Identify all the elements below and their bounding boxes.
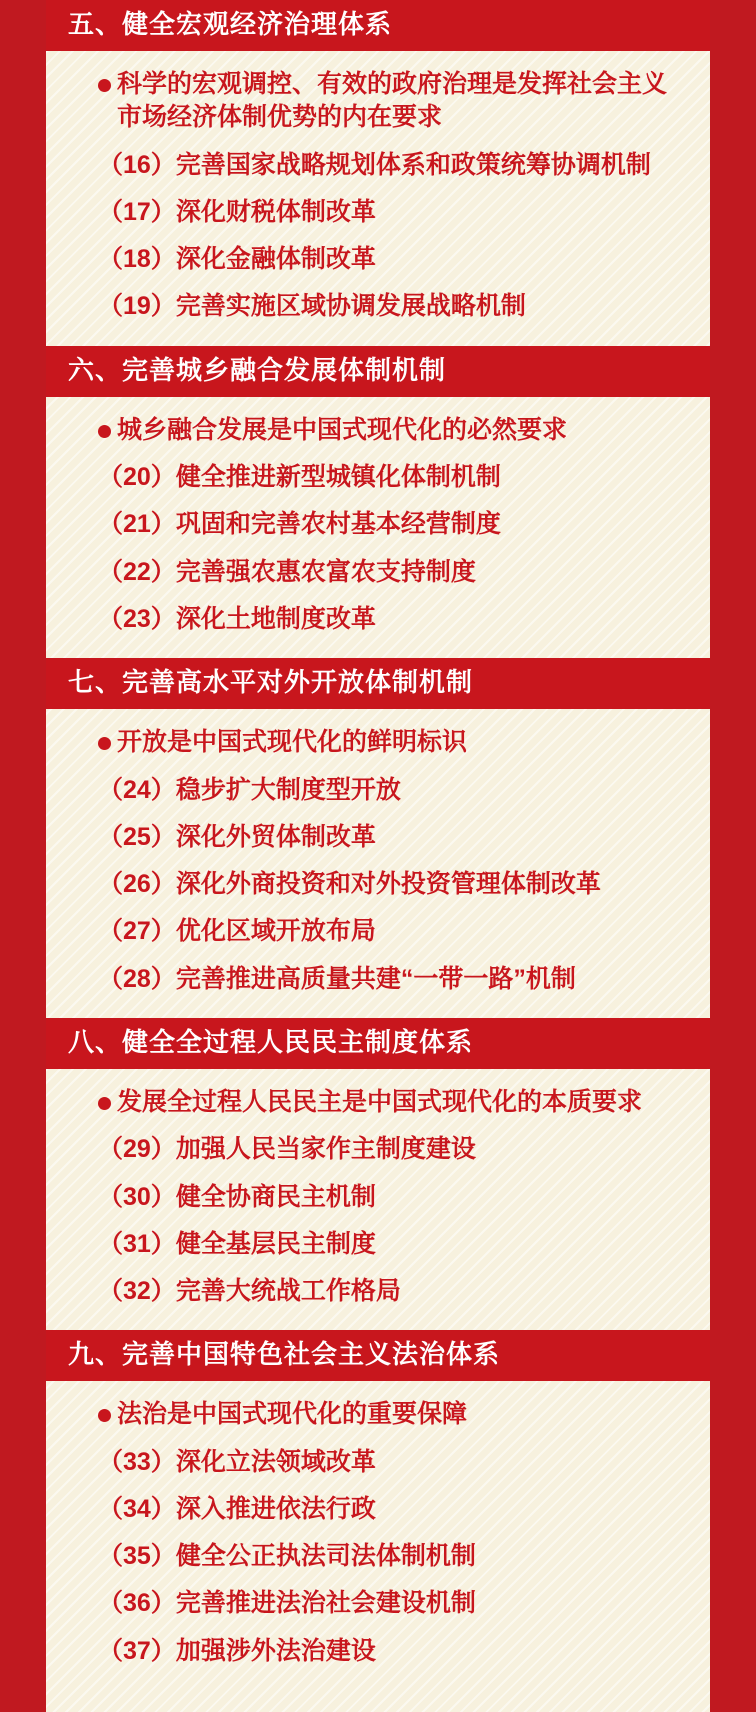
section-bullet — [72, 1398, 684, 1431]
bullet-text: 发展全过程人民民主是中国式现代化的本质要求 — [117, 1088, 643, 1116]
section-heading: 八、健全全过程人民民主制度体系 — [46, 1018, 710, 1069]
section-block — [46, 346, 710, 656]
item-label: 深化外贸体制改革 — [175, 822, 376, 851]
item-number: （21） — [98, 510, 176, 539]
list-item — [72, 1540, 684, 1573]
item-label: 完善强农惠农富农支持制度 — [175, 557, 476, 586]
list-item — [72, 1446, 684, 1479]
item-number: （33） — [98, 1447, 176, 1476]
bullet-dot-icon — [98, 737, 111, 750]
section-block — [46, 0, 710, 344]
item-label: 深化金融体制改革 — [175, 245, 376, 274]
list-item — [72, 603, 684, 636]
section-body — [46, 51, 710, 344]
item-label: 深化土地制度改革 — [175, 604, 376, 633]
list-item — [72, 1181, 684, 1214]
item-label: 加强涉外法治建设 — [175, 1636, 376, 1665]
item-number: （20） — [98, 463, 176, 492]
item-number: （29） — [98, 1135, 176, 1164]
item-number: （31） — [98, 1229, 176, 1258]
item-label: 完善实施区域协调发展战略机制 — [175, 292, 526, 321]
item-number: （17） — [98, 197, 176, 226]
section-body — [46, 1069, 710, 1328]
section-bullet — [72, 68, 684, 135]
list-item — [72, 868, 684, 901]
section-body — [46, 397, 710, 656]
item-label: 巩固和完善农村基本经营制度 — [175, 510, 501, 539]
bullet-dot-icon — [98, 1409, 111, 1422]
section-bullet — [72, 1086, 684, 1119]
poster-paper — [46, 0, 710, 1712]
section-body — [46, 709, 710, 1016]
list-item — [72, 556, 684, 589]
list-item — [72, 243, 684, 276]
item-number: （22） — [98, 557, 176, 586]
list-item — [72, 149, 684, 182]
bullet-text: 城乡融合发展是中国式现代化的必然要求 — [117, 415, 568, 444]
list-item — [72, 963, 684, 996]
item-label: 完善大统战工作格局 — [175, 1277, 401, 1305]
item-number: （24） — [98, 775, 176, 804]
item-label: 优化区域开放布局 — [175, 917, 376, 946]
list-item — [72, 461, 684, 494]
section-heading: 五、健全宏观经济治理体系 — [46, 0, 710, 51]
item-label: 深化财税体制改革 — [175, 197, 376, 226]
list-item — [72, 821, 684, 854]
item-label: 加强人民当家作主制度建设 — [175, 1135, 476, 1164]
list-item — [72, 1133, 684, 1166]
list-item — [72, 196, 684, 229]
item-number: （27） — [98, 917, 176, 946]
item-label: 深入推进依法行政 — [175, 1494, 376, 1523]
item-number: （32） — [98, 1277, 176, 1305]
item-number: （35） — [98, 1542, 176, 1571]
item-number: （19） — [98, 292, 176, 321]
section-bullet — [72, 414, 684, 447]
item-label: 完善推进高质量共建“一带一路”机制 — [175, 964, 576, 993]
bullet-dot-icon — [98, 79, 111, 92]
item-number: （25） — [98, 822, 176, 851]
section-bullet — [72, 726, 684, 759]
list-item — [72, 915, 684, 948]
list-item — [72, 774, 684, 807]
item-label: 稳步扩大制度型开放 — [175, 775, 401, 804]
item-number: （34） — [98, 1494, 176, 1523]
item-number: （16） — [98, 150, 176, 179]
list-item — [72, 1635, 684, 1668]
list-item — [72, 1228, 684, 1261]
section-block — [46, 1330, 710, 1688]
item-number: （37） — [98, 1636, 176, 1665]
item-label: 深化外商投资和对外投资管理体制改革 — [175, 870, 601, 899]
list-item — [72, 290, 684, 323]
item-label: 深化立法领域改革 — [175, 1447, 376, 1476]
section-block — [46, 1018, 710, 1328]
list-item — [72, 1275, 684, 1308]
item-label: 健全公正执法司法体制机制 — [175, 1542, 476, 1571]
item-label: 健全基层民主制度 — [175, 1229, 376, 1258]
item-label: 完善推进法治社会建设机制 — [175, 1589, 476, 1618]
section-list — [46, 0, 710, 1688]
section-block — [46, 658, 710, 1016]
section-body — [46, 1381, 710, 1688]
item-number: （36） — [98, 1589, 176, 1618]
bullet-text: 开放是中国式现代化的鲜明标识 — [117, 728, 468, 757]
item-label: 完善国家战略规划体系和政策统筹协调机制 — [175, 150, 651, 179]
bullet-text: 科学的宏观调控、有效的政府治理是发挥社会主义市场经济体制优势的内在要求 — [117, 70, 668, 132]
item-label: 健全推进新型城镇化体制机制 — [175, 463, 501, 492]
section-heading: 七、完善高水平对外开放体制机制 — [46, 658, 710, 709]
item-number: （30） — [98, 1182, 176, 1211]
bullet-text: 法治是中国式现代化的重要保障 — [117, 1400, 468, 1429]
bullet-dot-icon — [98, 425, 111, 438]
item-number: （26） — [98, 870, 176, 899]
item-label: 健全协商民主机制 — [175, 1182, 376, 1211]
list-item — [72, 1493, 684, 1526]
item-number: （23） — [98, 604, 176, 633]
item-number: （18） — [98, 245, 176, 274]
list-item — [72, 1587, 684, 1620]
section-heading: 六、完善城乡融合发展体制机制 — [46, 346, 710, 397]
item-number: （28） — [98, 964, 176, 993]
list-item — [72, 508, 684, 541]
section-heading: 九、完善中国特色社会主义法治体系 — [46, 1330, 710, 1381]
bullet-dot-icon — [98, 1097, 111, 1110]
